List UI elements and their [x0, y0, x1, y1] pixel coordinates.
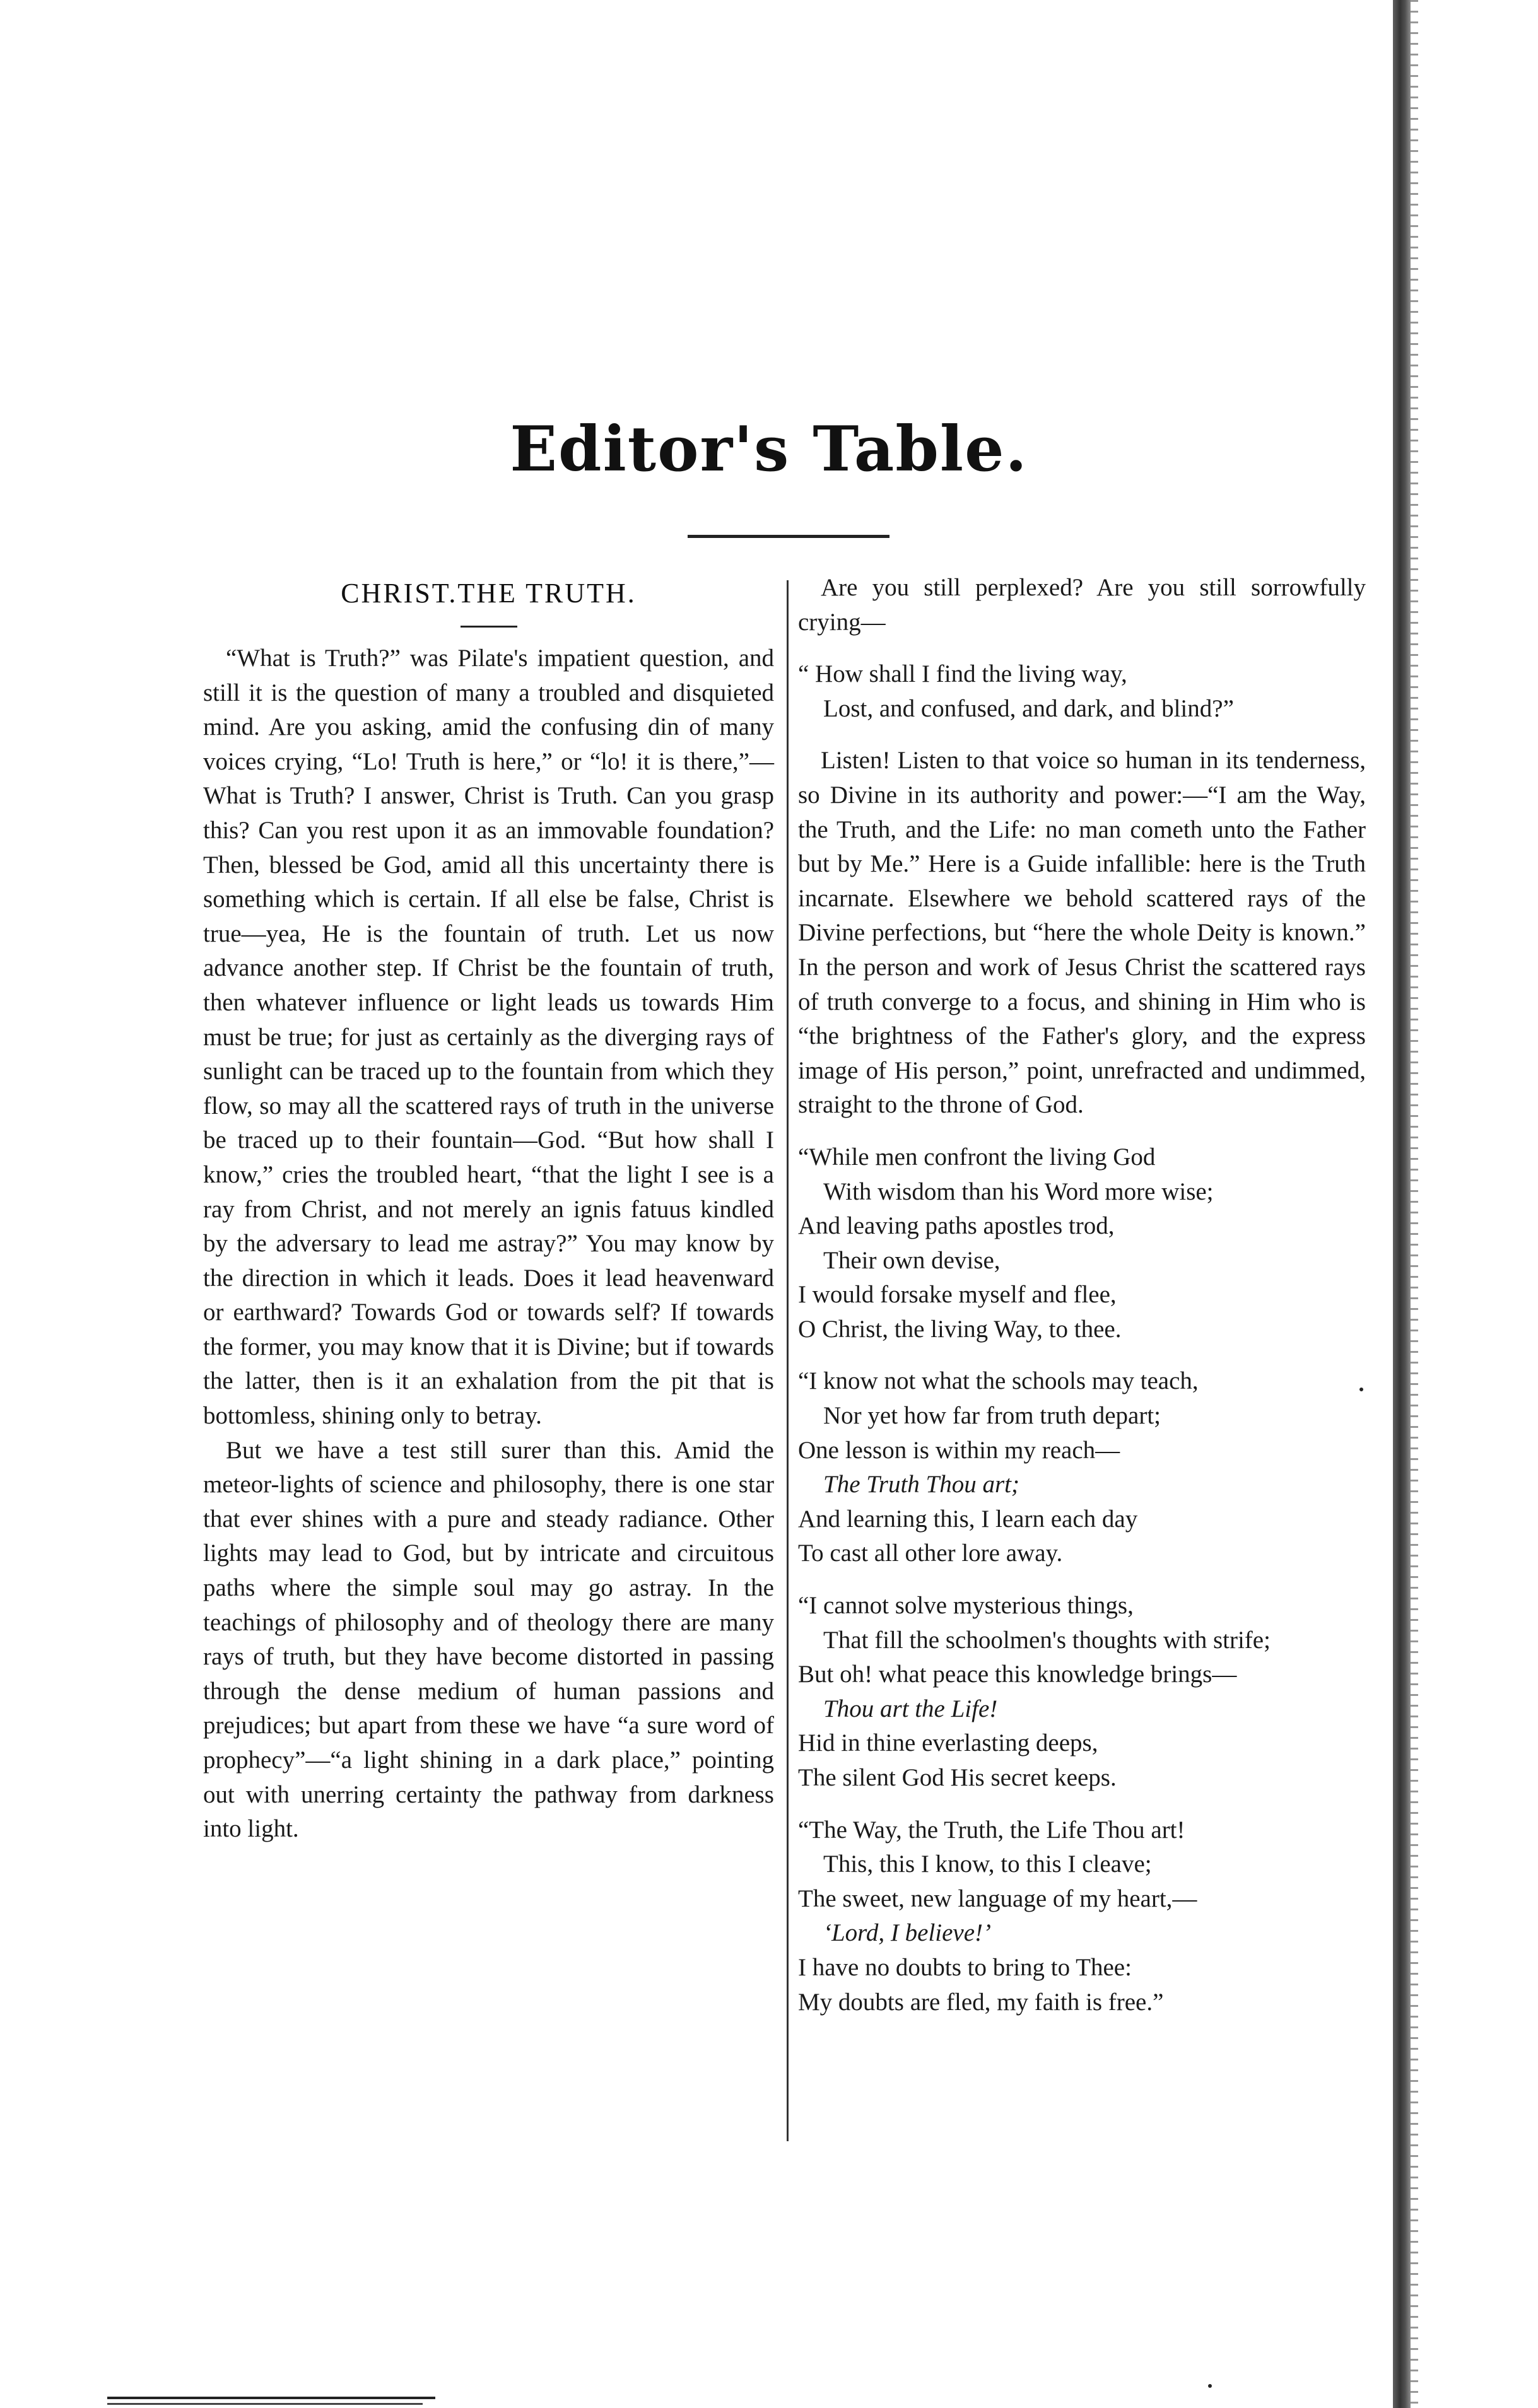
- stanza-line: The Truth Thou art;: [823, 1471, 1019, 1499]
- stanza-line: “The Way, the Truth, the Life Thou art!: [798, 1816, 1185, 1844]
- stanza-line: That fill the schoolmen's thoughts with strife;: [823, 1626, 1271, 1654]
- column-divider: [787, 580, 789, 2141]
- binding-edge-speckle: [1411, 0, 1418, 2408]
- stanza-line: I have no doubts to bring to Thee:: [798, 1953, 1132, 1981]
- stanza-line: The silent God His secret keeps.: [798, 1764, 1117, 1791]
- stanza-line: One lesson is within my reach—: [798, 1436, 1120, 1464]
- bottom-rule: [107, 2397, 435, 2399]
- ink-speck: [1208, 2384, 1212, 2388]
- masthead-rule: [688, 535, 889, 538]
- couplet-line: “ How shall I find the living way,: [798, 660, 1127, 688]
- paragraph-1: “What is Truth?” was Pilate's impatient question, and still it is the question of many a troubled and disquieted mind. Are you asking, amid the confusing din of many voices crying, “Lo! Truth is here,” or “lo! it is there,”— What is Truth? I answer, Christ is Truth. Can you grasp this? Can you rest upon it as an immovable foundation? Then, blessed be God, amid all this uncertainty there is something which is certain. If all else be false, Christ is true—yea, He is the fountain of truth. Let us now advance another step. If Christ be the fountain of truth, then whatever influence or light leads us towards Him must be true; for just as certainly as the diverging rays of sunlight can be traced up to the fountain from which they flow, so may all the scattered rays of truth in the universe be traced up to their fountain—God. “But how shall I know,” cries the troubled heart, “that the light I see is a ray from Christ, and not merely an ignis fatuus kindled by the adversary to lead me astray?” You may know by the direction in which it leads. Does it lead heavenward or earthward? Towards God or towards self? If towards the former, you may know that it is Divine; but if towards the latter, then is it an exhalation from the pit that is bottomless, shining only to betray.: [203, 645, 774, 1430]
- stanza-line: But oh! what peace this knowledge brings—: [798, 1661, 1237, 1688]
- stanza-3: [798, 1589, 1366, 1796]
- right-paragraph: Listen! Listen to that voice so human in its tenderness, so Divine in its authority and power:—“I am the Way, the Truth, and the Life: no man cometh unto the Father but by Me.” Here is a Guide infallible: here is the Truth incarnate. Elsewhere we behold scattered rays of the Divine perfections, but “here the whole Deity is known.” In the person and work of Jesus Christ the scattered rays of truth converge to a focus, and shining in Him who is “the brightness of the Father's glory, and the express image of His person,” point, unrefracted and undimmed, straight to the throne of God.: [798, 747, 1366, 1119]
- stanza-line: O Christ, the living Way, to thee.: [798, 1315, 1122, 1343]
- ink-speck: [1359, 1388, 1363, 1391]
- stanza-line: Hid in thine everlasting deeps,: [798, 1729, 1098, 1757]
- stanza-line: Their own devise,: [823, 1246, 1001, 1274]
- stanza-line: I would forsake myself and flee,: [798, 1281, 1117, 1309]
- stanza-line: This, this I know, to this I cleave;: [823, 1850, 1152, 1878]
- stanza-line: “I know not what the schools may teach,: [798, 1367, 1199, 1395]
- right-intro: Are you still perplexed? Are you still sorrowfully crying—: [798, 574, 1366, 636]
- paragraph-2: But we have a test still surer than this. Amid the meteor-lights of science and philosophy, there is one star that ever shines with a pure and steady radiance. Other lights may lead to God, but by intricate and circuitous paths where the simple soul may go astray. In the teachings of philosophy and of theology there are many rays of truth, but they have become distorted in passing through the dense medium of human passions and prejudices; but apart from these we have “a sure word of prophecy”—“a light shining in a dark place,” pointing out with unerring certainty the pathway from darkness into light.: [203, 1436, 774, 1843]
- binding-edge: [1393, 0, 1411, 2408]
- stanza-line: Nor yet how far from truth depart;: [823, 1402, 1161, 1430]
- left-column: [203, 571, 774, 1847]
- masthead-title: Editor's Table.: [510, 413, 1028, 486]
- stanza-line: With wisdom than his Word more wise;: [823, 1178, 1214, 1205]
- title-rule: [461, 626, 517, 628]
- stanza-line: To cast all other lore away.: [798, 1540, 1063, 1567]
- stanza-line: And learning this, I learn each day: [798, 1505, 1138, 1533]
- stanza-line: My doubts are fled, my faith is free.”: [798, 1988, 1164, 2016]
- stanza-4: [798, 1813, 1366, 2020]
- stanza-2: [798, 1364, 1366, 1571]
- right-column: [798, 571, 1366, 2019]
- stanza-line: “I cannot solve mysterious things,: [798, 1592, 1134, 1620]
- couplet-line: Lost, and confused, and dark, and blind?”: [823, 694, 1234, 722]
- article-title: CHRIST.THE TRUTH.: [341, 578, 637, 609]
- bottom-rule: [107, 2403, 423, 2405]
- stanza-line: ‘Lord, I believe!’: [823, 1919, 992, 1947]
- stanza-1: [798, 1140, 1366, 1347]
- stanza-line: Thou art the Life!: [823, 1695, 998, 1722]
- couplet: [798, 657, 1366, 726]
- stanza-line: The sweet, new language of my heart,—: [798, 1885, 1197, 1912]
- stanza-line: “While men confront the living God: [798, 1143, 1156, 1171]
- stanza-line: And leaving paths apostles trod,: [798, 1212, 1115, 1240]
